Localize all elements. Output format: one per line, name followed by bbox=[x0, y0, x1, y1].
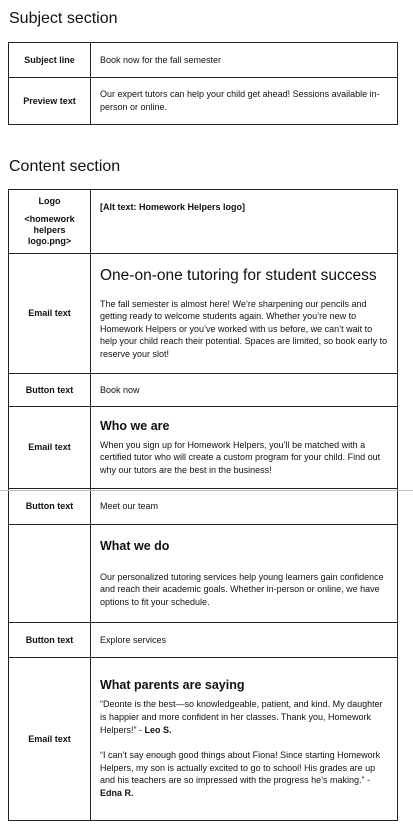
testimonial-2-author: Edna R. bbox=[100, 787, 134, 798]
intro-row bbox=[9, 254, 398, 374]
who-we-are-label: Email text bbox=[9, 407, 91, 489]
content-section-heading: Content section bbox=[9, 158, 121, 175]
button-row-services bbox=[9, 623, 398, 658]
testimonial-2-quote: “I can’t say enough good things about Fiona! Since starting Homework Helpers, my son is actually excited to go to school! His grades are up and his teachers are so impressed with the progress he’s making.” - bbox=[100, 750, 381, 786]
testimonial-2 bbox=[100, 749, 388, 799]
logo-alt-text: [Alt text: Homework Helpers logo] bbox=[100, 202, 246, 212]
page-break-line bbox=[0, 490, 413, 491]
logo-filename: <homework helpers logo.png> bbox=[24, 214, 75, 246]
who-we-are-row bbox=[9, 407, 398, 489]
subject-table bbox=[8, 42, 398, 125]
logo-row bbox=[9, 190, 398, 254]
testimonial-1 bbox=[100, 698, 388, 736]
preview-text-label: Preview text bbox=[9, 78, 91, 125]
button-text-book[interactable]: Book now bbox=[91, 374, 398, 407]
logo-label: Logo bbox=[38, 196, 61, 206]
testimonial-1-author: Leo S. bbox=[144, 724, 172, 735]
testimonials-cell[interactable] bbox=[91, 658, 398, 821]
what-we-do-body: Our personalized tutoring services help young learners gain confidence and reach their academic goals. Whether in-person or online, we have options to fit your schedule. bbox=[100, 571, 384, 607]
who-we-are-body: When you sign up for Homework Helpers, you’ll be matched with a certified tutor who will create a custom program for your child. Find out why our tutors are the best in the business! bbox=[100, 439, 381, 475]
logo-cell bbox=[9, 190, 91, 254]
testimonial-1-quote: “Deonte is the best—so knowledgeable, patient, and kind. My daughter is happier and more confident in her classes. Thank you, Homework Helpers!” - bbox=[100, 699, 383, 735]
logo-alt-cell[interactable] bbox=[91, 190, 398, 254]
button-label-services: Button text bbox=[9, 623, 91, 658]
what-we-do-label bbox=[9, 525, 91, 623]
button-label-team: Button text bbox=[9, 489, 91, 525]
subject-section-heading: Subject section bbox=[9, 10, 118, 27]
testimonials-label: Email text bbox=[9, 658, 91, 821]
preview-text-row bbox=[9, 78, 398, 125]
intro-body: The fall semester is almost here! We’re sharpening our pencils and getting ready to welcome students again. Whether you’re new to Homework Helpers or you’ve worked with us before, we can’t wait to help your child reach their potential. Spaces are limited, so book early to reserve your slot! bbox=[100, 298, 388, 359]
testimonials-row bbox=[9, 658, 398, 821]
testimonials-heading: What parents are saying bbox=[100, 678, 245, 693]
intro-cell[interactable] bbox=[91, 254, 398, 374]
subject-line-label: Subject line bbox=[9, 43, 91, 78]
button-text-services[interactable]: Explore services bbox=[91, 623, 398, 658]
who-we-are-heading: Who we are bbox=[100, 418, 170, 433]
button-row-book bbox=[9, 374, 398, 407]
button-row-team bbox=[9, 489, 398, 525]
preview-text-value[interactable]: Our expert tutors can help your child get ahead! Sessions available in-person or online. bbox=[91, 78, 398, 125]
subject-line-value[interactable]: Book now for the fall semester bbox=[91, 43, 398, 78]
content-table bbox=[8, 189, 398, 821]
subject-line-row bbox=[9, 43, 398, 78]
button-text-team[interactable]: Meet our team bbox=[91, 489, 398, 525]
who-we-are-cell[interactable] bbox=[91, 407, 398, 489]
intro-heading: One-on-one tutoring for student success bbox=[100, 266, 377, 284]
button-label-book: Button text bbox=[9, 374, 91, 407]
what-we-do-cell[interactable] bbox=[91, 525, 398, 623]
intro-label: Email text bbox=[9, 254, 91, 374]
what-we-do-heading: What we do bbox=[100, 538, 170, 553]
what-we-do-row bbox=[9, 525, 398, 623]
